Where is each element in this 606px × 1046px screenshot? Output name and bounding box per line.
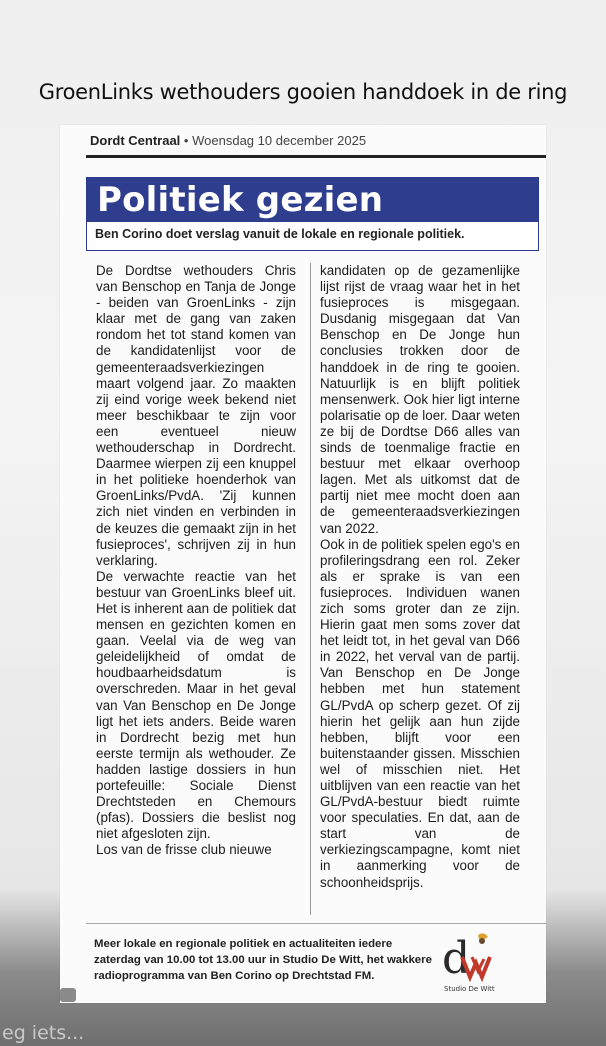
- overlay-text: eg iets...: [2, 1022, 85, 1044]
- column-subtitle: Ben Corino doet verslag vanuit de lokale en regionale politiek.: [95, 227, 465, 241]
- column-divider: [310, 263, 311, 915]
- footer-note: Meer lokale en regionale politiek en actualiteiten iedere zaterdag van 10.00 tot 13.00 uur in Studio De Witt, het wakkere radioprogramma van Ben Corino op Drechtstad FM.: [94, 938, 432, 982]
- newspaper-clipping: [60, 125, 546, 1003]
- paragraph: Ook in de politiek spelen ego's en profileringsdrang een rol. Zeker als er sprake is van een fusieproces. Individuen wanen zich soms groter dan ze zijn. Hierin gaat men soms zover dat het leidt tot, in het geval van D66 in 2022, het verval van de partij. Van Benschop en De Jonge hebben met hun statement GL/PvdA op scherp gezet. Of zij hierin het gelijk aan hun zijde hebben, blijft voor een buitenstaander gissen. Misschien wel of misschien niet. Het uitblijven van een reactie van het GL/PvdA-bestuur biedt ruimte voor speculaties. En dat, aan de start van de verkiezingscampagne, komt niet in aanmerking voor de schoonheidsprijs.: [320, 536, 520, 890]
- header-separator: •: [183, 133, 189, 148]
- column-title-box: [86, 177, 539, 251]
- logo-text: Studio De Witt: [444, 985, 495, 993]
- svg-text:d: d: [442, 933, 471, 984]
- scrollbar-thumb[interactable]: [60, 988, 76, 1002]
- column-title: Politiek gezien: [87, 178, 538, 222]
- header-rule: [86, 155, 546, 158]
- paragraph: De Dordtse wethouders Chris van Benschop en Tanja de Jonge - beiden van GroenLinks - zijn klaar met de gang van zaken rondom het tot stand komen van de kandidatenlijst voor de gemeenteraadsverkiezingen maart volgend jaar. Zo maakten zij eind vorige week bekend niet meer beschikbaar te zijn voor een eventueel nieuw wethouderschap in Dordrecht. Daarmee wierpen zij een knuppel in het politieke hoenderhok van GroenLinks/PvdA. 'Zij kunnen zich niet vinden en verbinden in de keuzes die gemaakt zijn in het fusieproces', schrijven zij in hun verklaring.: [96, 263, 296, 568]
- article-column-1: [96, 263, 296, 858]
- paper-name: Dordt Centraal: [90, 133, 181, 148]
- article-column-2: [320, 263, 520, 891]
- paragraph: kandidaten op de gezamenlijke lijst rijst de vraag waar het in het fusieproces is misgegaan. Dusdanig misgegaan dat Van Benschop en De Jonge hun conclusies trokken door de handdoek in de ring te gooien. Natuurlijk is en blijft politiek mensenwerk. Ook hier ligt interne polarisatie op de loer. Daar weten ze bij de Dordtse D66 alles van sinds de toenmalige fractie en bestuur met elkaar overhoop lagen. Met als uitkomst dat de partij niet mee mocht doen aan de gemeenteraadsverkiezingen van 2022.: [320, 263, 520, 536]
- studio-de-witt-logo: [438, 927, 512, 997]
- paper-date: Woensdag 10 december 2025: [192, 133, 367, 148]
- paper-header: [90, 133, 366, 148]
- paragraph: De verwachte reactie van het bestuur van GroenLinks bleef uit. Het is inherent aan de politiek dat mensen en gezichten komen en gaan. Veelal via de weg van geleidelijkheid of omdat de houdbaarheidsdatum is overschreden. Maar in het geval van Van Benschop en De Jonge ligt het iets anders. Beide waren in Dordrecht bezig met hun eerste termijn als wethouder. Ze hadden lastige dossiers in hun portefeuille: Sociale Dienst Drechtsteden en Chemours (pfas). Dossiers die beslist nog niet afgesloten zijn.: [96, 568, 296, 842]
- footer-rule: [86, 923, 546, 924]
- story-caption: GroenLinks wethouders gooien handdoek in de ring: [38, 80, 568, 104]
- paragraph: Los van de frisse club nieuwe: [96, 842, 272, 858]
